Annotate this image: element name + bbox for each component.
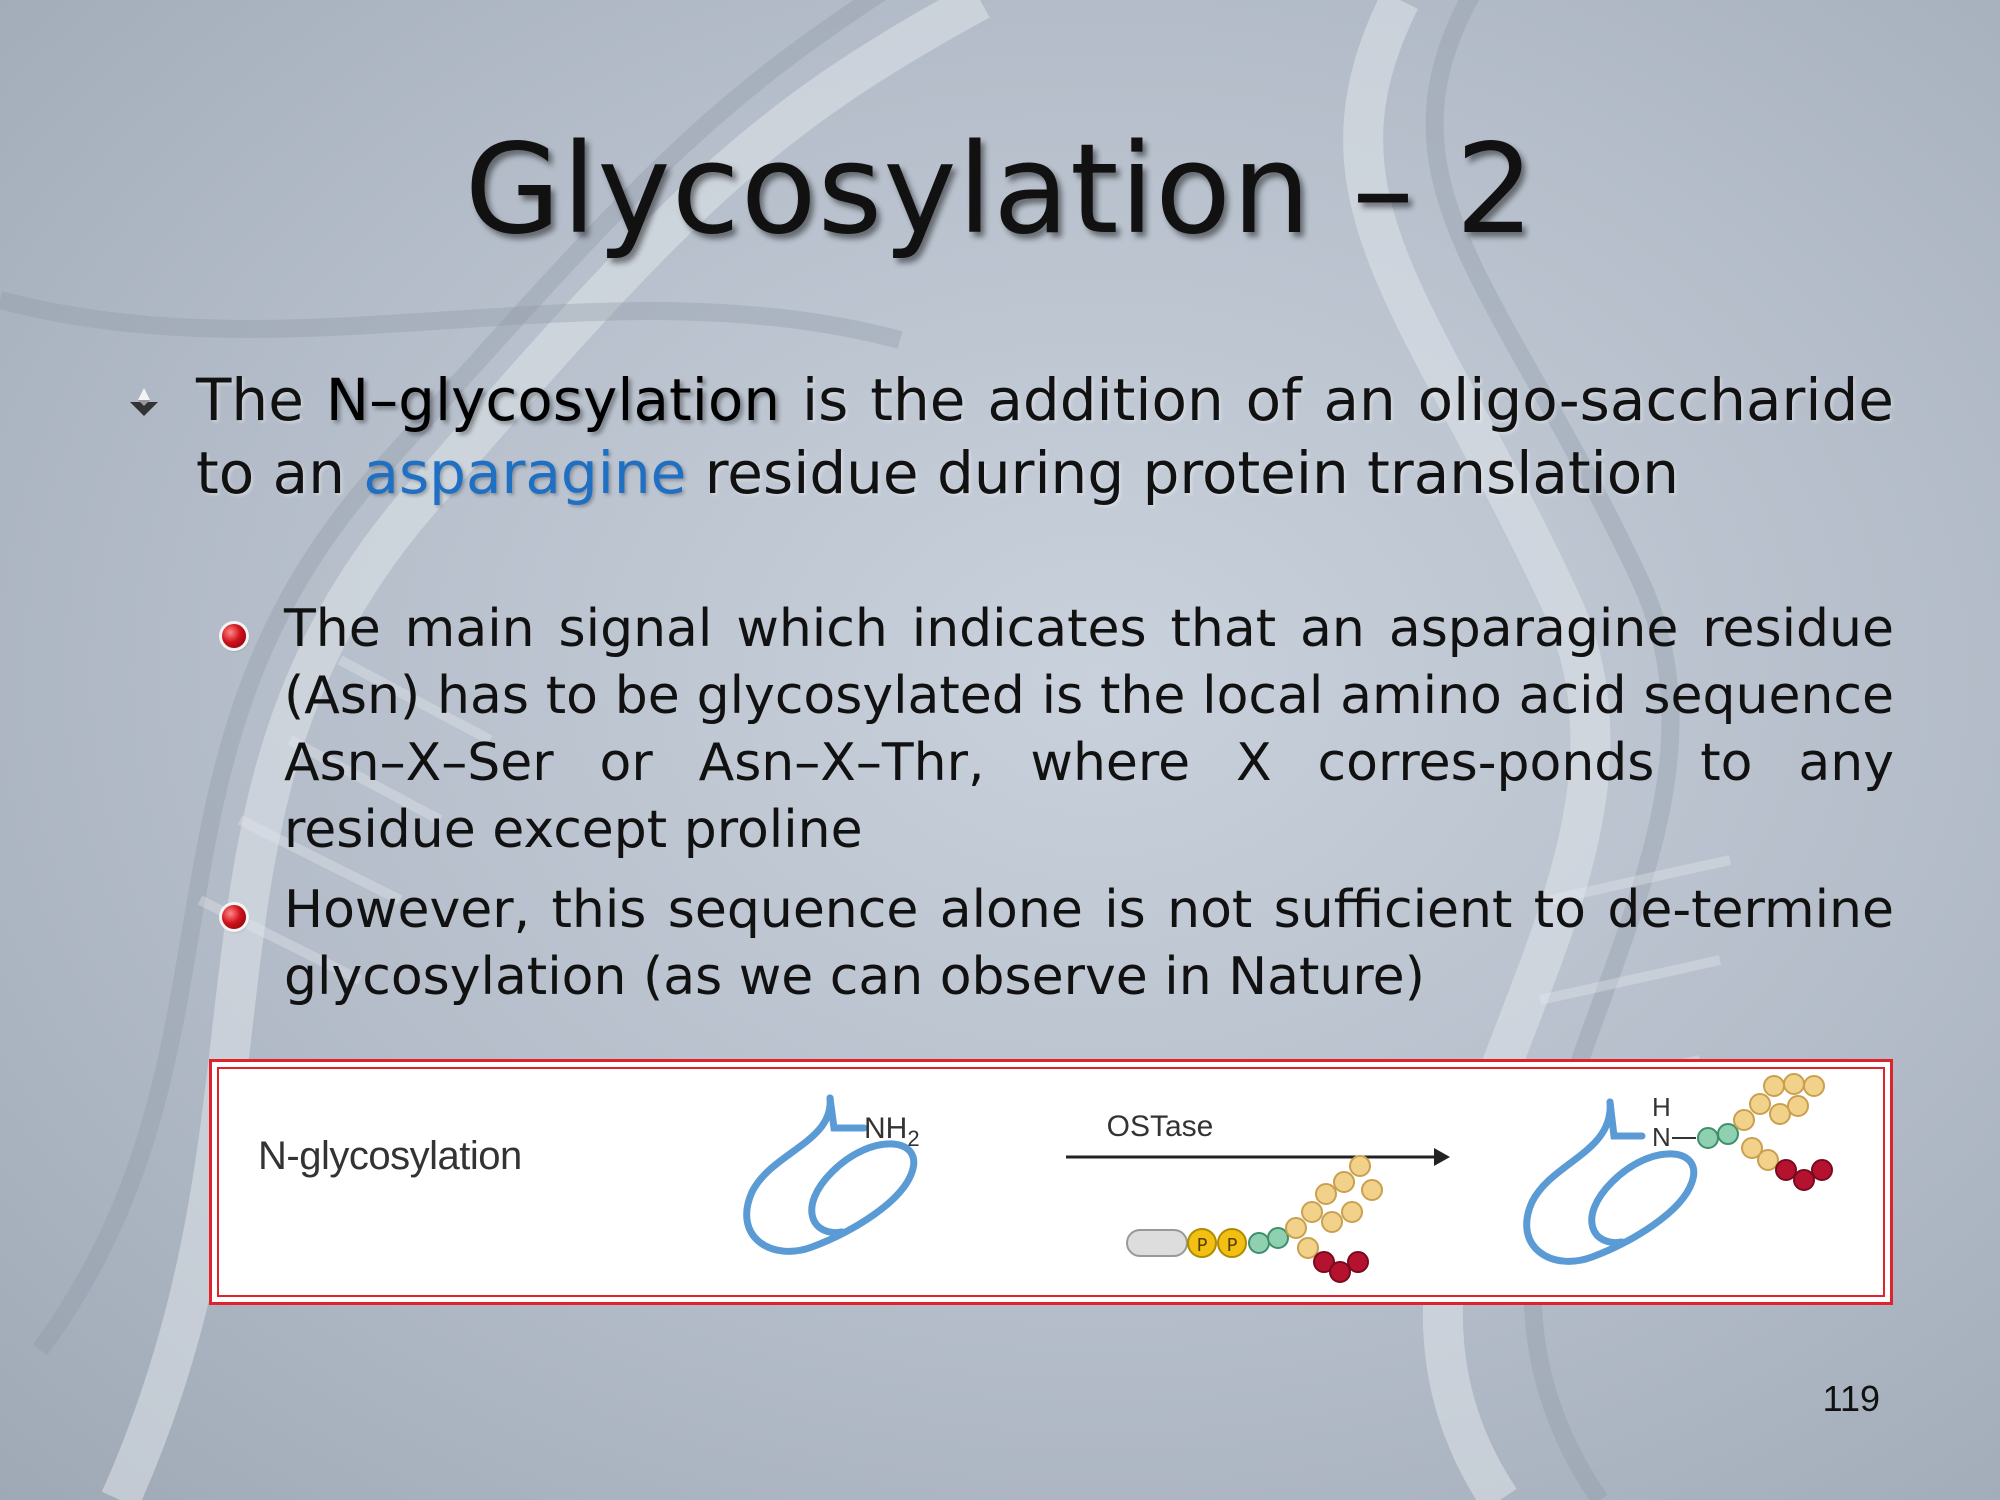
bullet1-text-part1: The — [196, 366, 326, 434]
phosphate-label: P — [1196, 1235, 1208, 1256]
sub-bullet-signal: The main signal which indicates that an asparagine residue (Asn) has to be glycosylated is the local amino acid sequence Asn–X–Ser or Asn–X–Thr, where X corres-ponds to any residue except proline — [284, 599, 1894, 860]
n-glycosylation-figure — [209, 1059, 1893, 1305]
reaction-diagram — [212, 1062, 1896, 1308]
sub-bullet-not-sufficient: However, this sequence alone is not sufficient to de-termine glycosylation (as we can observe in Nature) — [284, 880, 1894, 1007]
nitrogen-label: N — [1652, 1122, 1671, 1152]
phosphate-label: P — [1226, 1235, 1238, 1256]
enzyme-label: OSTase — [1106, 1110, 1214, 1143]
figure-label: N-glycosylation — [258, 1134, 522, 1178]
hydrogen-label: H — [1652, 1092, 1671, 1122]
lipid-carrier-icon — [1127, 1230, 1187, 1256]
arrow-head-icon — [1434, 1148, 1450, 1166]
red-bullet-icon — [222, 624, 246, 648]
page-number: 119 — [1822, 1378, 1880, 1419]
slide-title: Glycosylation – 2 — [464, 118, 1536, 262]
phosphate-icon — [1218, 1229, 1246, 1257]
bullet1-text-part2: is the addition of an oligo-saccharide to an — [196, 366, 1894, 507]
bullet-n-glycosylation — [196, 364, 1894, 510]
red-bullet-icon — [222, 905, 246, 929]
protein-coil-icon — [747, 1098, 914, 1251]
amine-label: $NH_2$ — [864, 1112, 920, 1151]
term-asparagine-link[interactable]: asparagine — [363, 439, 687, 507]
phosphate-icon — [1188, 1229, 1216, 1257]
protein-coil-icon — [1527, 1102, 1694, 1261]
bullet1-text-part3: residue during protein translation — [686, 439, 1680, 507]
glycan-tree-left — [1249, 1156, 1382, 1282]
glycan-tree-right — [1698, 1074, 1832, 1190]
term-n-glycosylation: N–glycosylation — [325, 366, 781, 434]
bullet-arrow-icon — [128, 386, 160, 418]
